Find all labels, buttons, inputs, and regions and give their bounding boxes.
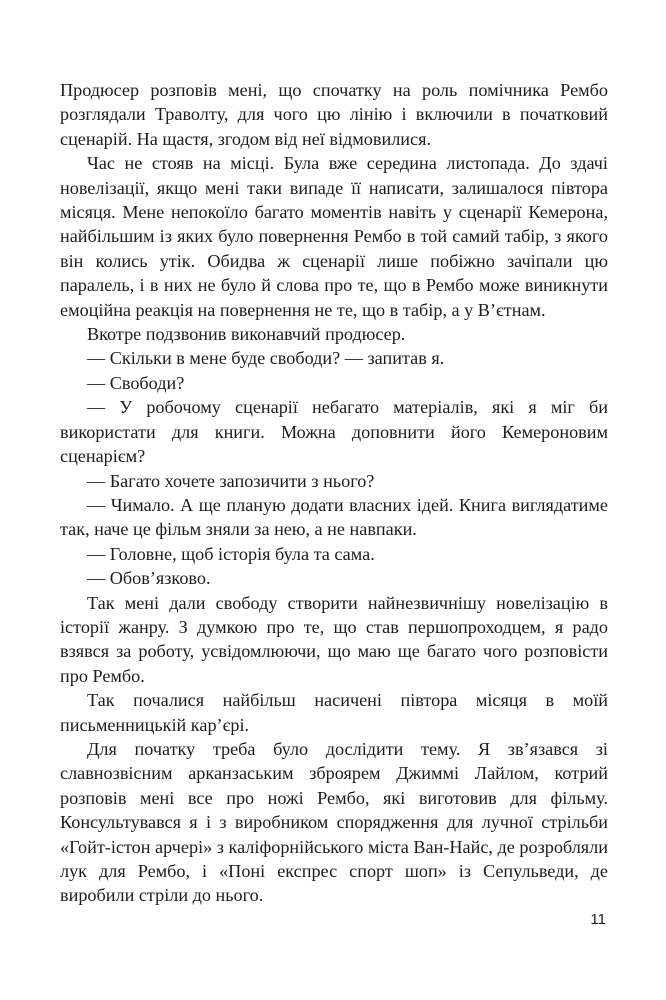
dialogue-line: — Обов’язково.	[87, 568, 211, 589]
paragraph: Продюсер розповів мені, що спочатку на роль помічника Рембо розглядали Траволту, для чого цю лінію і включили в початковий сценарій. На щастя, згодом від неї відмовилися.	[60, 80, 608, 149]
paragraph: Так почалися найбільш насичені півтора місяця в моїй письменницькій кар’єрі.	[60, 690, 608, 735]
dialogue-line: — У робочому сценарії небагато матеріалів, які я міг би використати для книги. Можна доповнити його Кемероновим сценарієм?	[60, 397, 608, 467]
dialogue-line: — Свободи?	[87, 372, 185, 393]
paragraph: Так мені дали свободу створити найнезвичнішу новелізацію в історії жанру. З думкою про те, що став першопроходцем, я радо взявся за роботу, усвідомлюючи, що маю ще багато чого розповісти про Рембо.	[60, 592, 608, 686]
dialogue-line: — Головне, щоб історія була та сама.	[87, 543, 375, 564]
dialogue-line: — Скільки в мене буде свободи? — запитав я.	[87, 348, 445, 369]
paragraph: Для початку треба було дослідити тему. Я зв’язався зі славнозвісним арканзаським зброярем Джиммі Лайлом, котрий розповів мені все про ножі Рембо, які виготовив для фільму. Консультувався я і з виробником спорядження для лучної стрільби «Гойт-істон арчері» з каліфорнійського міста Ван-Найс, де розробляли лук для Рембо, і «Поні експрес спорт шоп» із Сепульведи, де виробили стріли до нього.	[60, 738, 608, 906]
body-text	[60, 78, 608, 908]
dialogue-line: — Чимало. А ще планую додати власних ідей. Книга виглядатиме так, наче це фільм зняли за нею, а не навпаки.	[60, 494, 608, 540]
paragraph: Вкотре подзвонив виконавчий продюсер.	[87, 324, 406, 345]
paragraph: Час не стояв на місці. Була вже середина листопада. До здачі новелізації, якщо мені таки випаде її написати, залишалося півтора місяця. Мене непокоїло багато моментів навіть у сценарії Кемерона, найбільшим із яких було повернення Рембо в той самий табір, з якого він колись утік. Обидва ж сценарії лише побіжно зачіпали цю паралель, і в них не було й слова про те, що в Рембо може виникнути емоційна реакція на повернення не те, що в табір, а у В’єтнам.	[60, 153, 608, 320]
dialogue-line: — Багато хочете запозичити з нього?	[87, 470, 375, 491]
page-number: 11	[590, 911, 606, 928]
